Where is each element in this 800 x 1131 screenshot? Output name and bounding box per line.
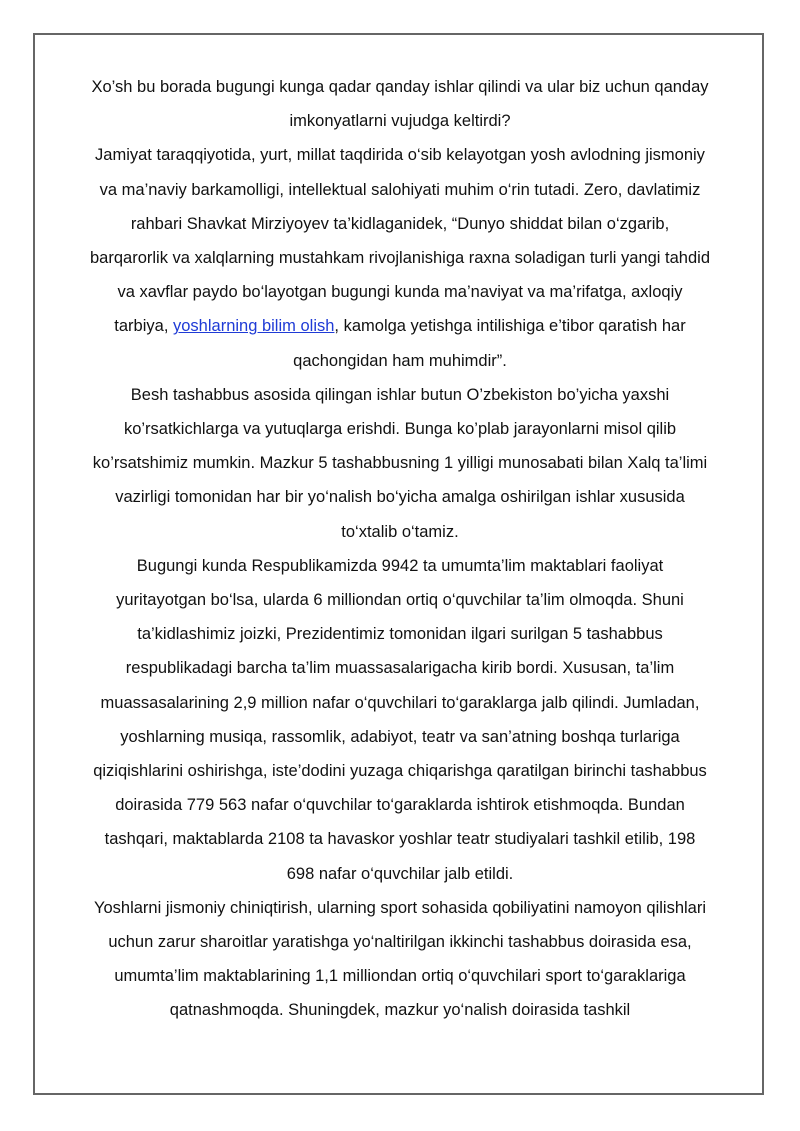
paragraph-sport: Yoshlarni jismoniy chiniqtirish, ularning sport sohasida qobiliyatini namoyon qilishlari uchun zarur sharoitlar yaratishga yo‘naltirilgan ikkinchi tashabbus doirasida esa, umumta’lim maktablarining 1,1 milliondan ortiq o‘quvchilari sport to‘garaklariga qatnashmoqda. Shuningdek, mazkur yo‘nalish doirasida tashkil: [93, 898, 707, 1020]
paragraph-quote-after: , kamolga yetishga intilishiga e’tibor qaratish har qachongidan ham muhimdir”.: [293, 317, 686, 370]
bilim-olish-link[interactable]: yoshlarning bilim olish: [173, 317, 335, 336]
paragraph-schools: Bugungi kunda Respublikamizda 9942 ta umumta’lim maktablari faoliyat yuritayotgan bo‘lsa, ularda 6 milliondan ortiq o‘quvchilar ta’lim olmoqda. Shuni ta’kidlashimiz joizki, Prezidentimiz tomonidan ilgari surilgan 5 tashabbus respublikadagi barcha ta’lim muassasalarigacha kirib bordi. Xususan, ta’lim muassasalarining 2,9 million nafar o‘quvchilari to‘garaklarga jalb qilindi. Jumladan, yoshlarning musiqa, rassomlik, adabiyot, teatr va san’atning boshqa turlariga qiziqishlarini oshirishga, iste’dodini yuzaga chiqarishga qaratilgan birinchi tashabbus doirasida 779 563 nafar o‘quvchilar to‘garaklarda ishtirok etishmoqda. Bundan tashqari, maktablarda 2108 ta havaskor yoshlar teatr studiyalari tashkil etilib, 198 698 nafar o‘quvchilar jalb etildi.: [93, 556, 707, 883]
paragraph-initiatives: Besh tashabbus asosida qilingan ishlar butun O’zbekiston bo’yicha yaxshi ko’rsatkichlarga va yutuqlarga erishdi. Bunga ko’plab jarayonlarni misol qilib ko’rsatshimiz mumkin. Mazkur 5 tashabbusning 1 yilligi munosabati bilan Xalq ta’limi vazirligi tomonidan har bir yo‘nalish bo‘yicha amalga oshirilgan ishlar xususida to‘xtalib o‘tamiz.: [92, 385, 708, 541]
document-body: [90, 70, 710, 1028]
paragraph-quote: [90, 138, 710, 377]
paragraph-question: Xo’sh bu borada bugungi kunga qadar qanday ishlar qilindi va ular biz uchun qanday imkonyatlarni vujudga keltirdi?: [91, 78, 709, 131]
paragraph-quote-before: Jamiyat taraqqiyotida, yurt, millat taqdirida o‘sib kelayotgan yosh avlodning jismoniy va ma’naviy barkamolligi, intellektual salohiyati muhim o‘rin tutadi. Zero, davlatimiz rahbari Shavkat Mirziyoyev ta’kidlaganidek, “Dunyo shiddat bilan o‘zgarib, barqarorlik va xalqlarning mustahkam rivojlanishiga raxna soladigan turli yangi tahdid va xavflar paydo bo‘layotgan bugungi kunda ma’naviyat va ma’rifatga, axloqiy tarbiya,: [90, 146, 710, 336]
